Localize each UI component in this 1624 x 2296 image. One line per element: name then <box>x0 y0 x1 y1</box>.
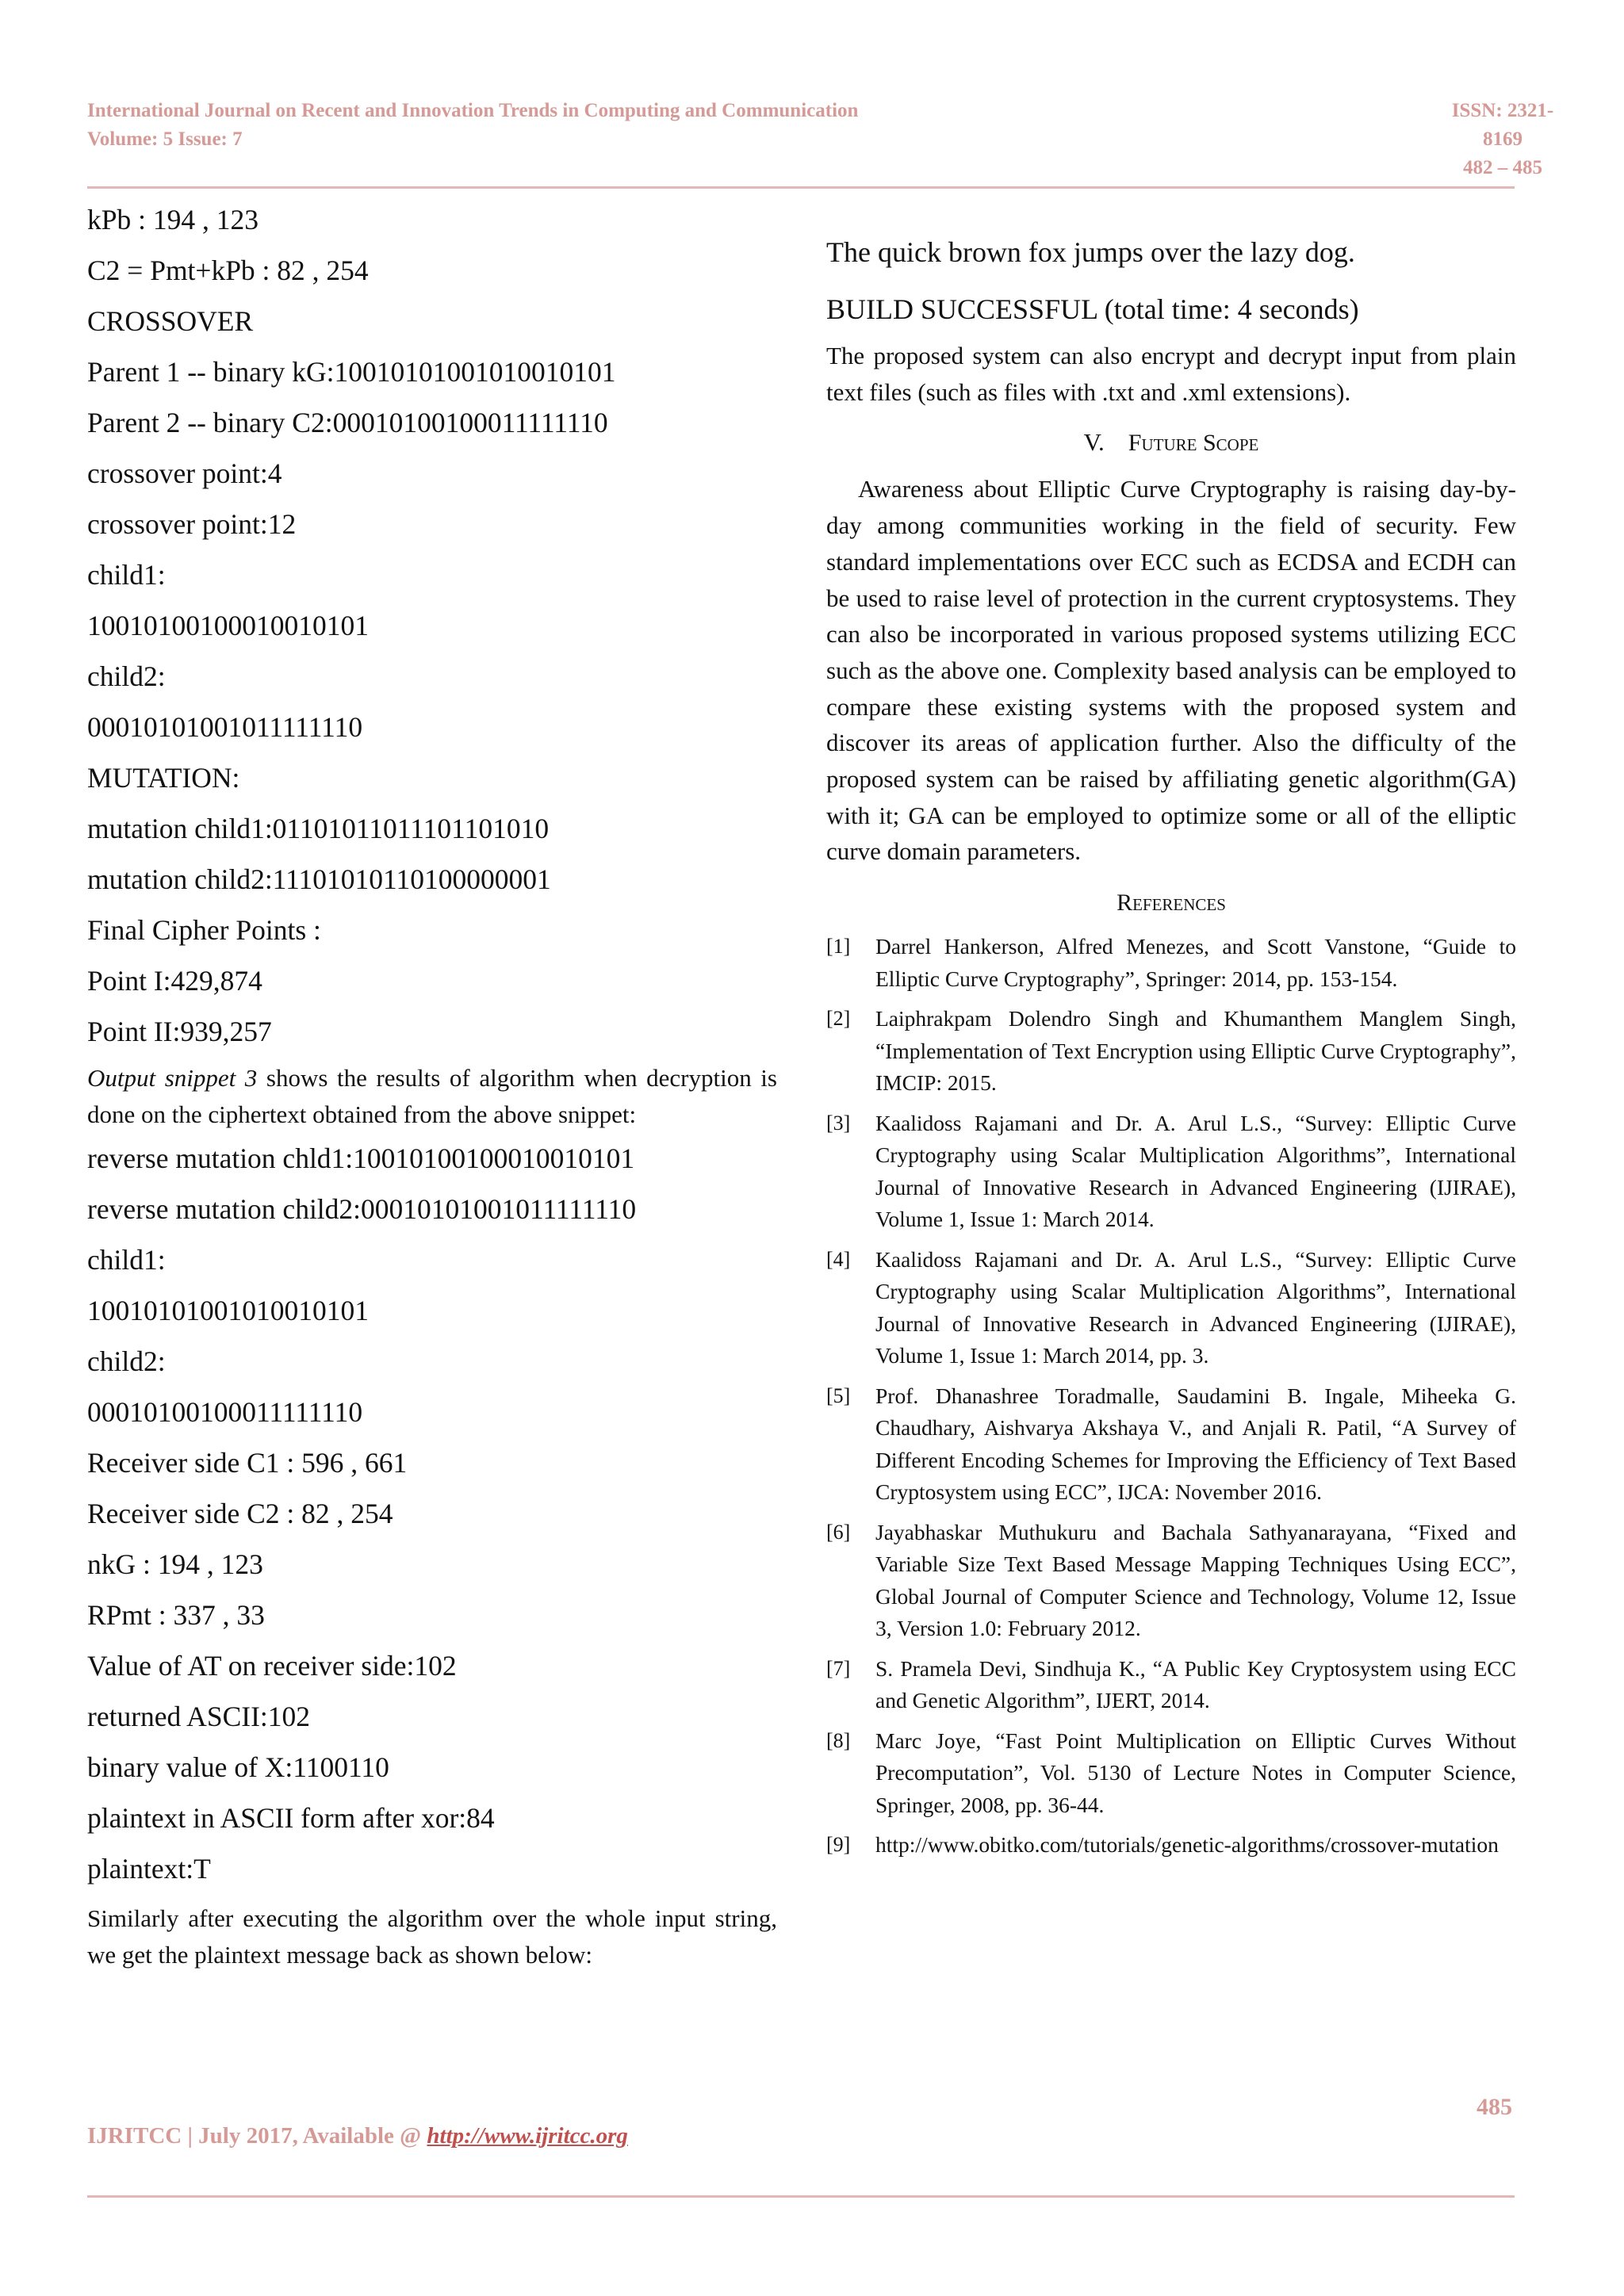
reference-text: http://www.obitko.com/tutorials/genetic-algorithms/crossover-mutation <box>875 1832 1499 1858</box>
output-line: CROSSOVER <box>87 305 254 337</box>
reference-text: Kaalidoss Rajamani and Dr. A. Arul L.S., “Survey: Elliptic Curve Cryptography using Scalar Multiplication Algorithms”, International Journal of Innovative Research in Advanced Engineering (IJIRAE), Volume 1, Issue 1: March 2014. <box>875 1110 1516 1232</box>
output-line: nkG : 194 , 123 <box>87 1548 263 1580</box>
references-heading <box>826 884 1516 921</box>
output-line: Point II:939,257 <box>87 1016 272 1047</box>
reference-text: Jayabhaskar Muthukuru and Bachala Sathyanarayana, “Fixed and Variable Size Text Based Message Mapping Techniques Using ECC”, Global Journal of Computer Science and Technology, Volume 12, Issue 3, Version 1.0: February 2012. <box>875 1519 1516 1641</box>
output-line: child2: <box>87 1345 166 1377</box>
reference-number: [8] <box>826 1728 851 1752</box>
reference-number: [3] <box>826 1111 851 1135</box>
output-line: crossover point:4 <box>87 457 282 489</box>
reference-number: [7] <box>826 1656 851 1680</box>
output-line: reverse mutation chld1:10010100100010010101 <box>87 1142 635 1174</box>
reference-text: Darrel Hankerson, Alfred Menezes, and Scott Vanstone, “Guide to Elliptic Curve Cryptography”, Springer: 2014, pp. 153-154. <box>875 934 1516 991</box>
output-block-decryption <box>87 1133 777 1894</box>
reference-item <box>826 1517 1516 1645</box>
footer-divider <box>87 2195 1515 2198</box>
snippet-description <box>87 1060 777 1133</box>
reference-text: S. Pramela Devi, Sindhuja K., “A Public Key Cryptosystem using ECC and Genetic Algorithm”, IJERT, 2014. <box>875 1655 1516 1713</box>
header-divider <box>87 186 1515 189</box>
left-column <box>87 194 777 1973</box>
reference-text: Prof. Dhanashree Toradmalle, Saudamini B. Ingale, Miheeka G. Chaudhary, Aishvarya Akshaya V., and Anjali R. Patil, “A Survey of Different Encoding Schemes for Improving the Efficiency of Text Based Cryptosystem using ECC”, IJCA: November 2016. <box>875 1383 1516 1505</box>
program-output-build: BUILD SUCCESSFUL (total time: 4 seconds) <box>826 293 1359 325</box>
output-line: plaintext:T <box>87 1853 211 1885</box>
output-line: MUTATION: <box>87 762 240 794</box>
reference-item <box>826 1829 1516 1862</box>
output-line: mutation child1:01101011011101101010 <box>87 813 550 844</box>
reference-number: [2] <box>826 1007 851 1031</box>
journal-name: International Journal on Recent and Innovation Trends in Computing and Communication <box>87 100 859 121</box>
output-line: reverse mutation child2:00010101001011111110 <box>87 1193 637 1225</box>
right-column <box>826 224 1516 1869</box>
output-line: child2: <box>87 660 166 692</box>
output-line: 10010100100010010101 <box>87 610 369 641</box>
reference-number: [9] <box>826 1833 851 1857</box>
snippet-reference: Output snippet 3 <box>87 1064 258 1092</box>
journal-website-link[interactable]: http://www.ijritcc.org <box>427 2123 628 2149</box>
running-header-left <box>87 97 858 154</box>
reference-text: Marc Joye, “Fast Point Multiplication on Elliptic Curves Without Precomputation”, Vol. 5130 of Lecture Notes in Computer Science, Springer, 2008, pp. 36-44. <box>875 1728 1516 1817</box>
reference-item <box>826 1725 1516 1822</box>
page-number: 485 <box>1477 2094 1512 2120</box>
output-line: returned ASCII:102 <box>87 1701 311 1732</box>
footer-text: IJRITCC | July 2017, Available @ <box>87 2123 427 2149</box>
running-header-right <box>1439 97 1566 182</box>
output-line: plaintext in ASCII form after xor:84 <box>87 1802 495 1834</box>
reference-text: Laiphrakpam Dolendro Singh and Khumanthem Manglem Singh, “Implementation of Text Encryption using Elliptic Curve Cryptography”, IMCIP: 2015. <box>875 1006 1516 1096</box>
output-line: 00010100100011111110 <box>87 1396 363 1428</box>
output-line: Receiver side C2 : 82 , 254 <box>87 1498 393 1529</box>
section-heading-future-scope <box>826 424 1516 461</box>
output-line: 00010101001011111110 <box>87 711 363 743</box>
reference-text: Kaalidoss Rajamani and Dr. A. Arul L.S., “Survey: Elliptic Curve Cryptography using Scalar Multiplication Algorithms”, International Journal of Innovative Research in Advanced Engineering (IJIRAE), Volume 1, Issue 1: March 2014, pp. 3. <box>875 1246 1516 1368</box>
section-number: V. <box>1083 428 1105 457</box>
reference-item <box>826 1244 1516 1372</box>
output-line: RPmt : 337 , 33 <box>87 1599 265 1631</box>
output-line: Parent 1 -- binary kG:10010101001010010101 <box>87 356 616 388</box>
output-line: mutation child2:11101010110100000001 <box>87 863 551 895</box>
output-line: crossover point:12 <box>87 508 297 540</box>
closing-paragraph: Similarly after executing the algorithm over the whole input string, we get the plaintext message back as shown below: <box>87 1904 777 1969</box>
file-support-paragraph: The proposed system can also encrypt and decrypt input from plain text files (such as files with .txt and .xml extensions). <box>826 342 1516 406</box>
reference-number: [4] <box>826 1247 851 1271</box>
reference-number: [6] <box>826 1520 851 1544</box>
output-line: Final Cipher Points : <box>87 914 321 946</box>
output-line: 10010101001010010101 <box>87 1295 369 1326</box>
section-title: Future Scope <box>1128 430 1259 457</box>
reference-item <box>826 1108 1516 1236</box>
references-title: References <box>1116 890 1226 916</box>
output-line: child1: <box>87 1244 166 1276</box>
output-line: binary value of X:1100110 <box>87 1751 389 1783</box>
output-line: Receiver side C1 : 596 , 661 <box>87 1447 408 1479</box>
page-range: 482 – 485 <box>1463 157 1542 178</box>
output-line: child1: <box>87 559 166 591</box>
program-output-plaintext: The quick brown fox jumps over the lazy dog. <box>826 236 1355 268</box>
output-block-encryption <box>87 194 777 1057</box>
output-line: Parent 2 -- binary C2:00010100100011111110 <box>87 407 608 438</box>
reference-item <box>826 931 1516 995</box>
reference-item <box>826 1003 1516 1100</box>
snippet-description-text: shows the results of algorithm when decryption is done on the ciphertext obtained from the above snippet: <box>87 1064 777 1128</box>
future-scope-paragraph: Awareness about Elliptic Curve Cryptography is raising day-by-day among communities working in the field of security. Few standard implementations over ECC such as ECDSA and ECDH can be used to raise level of protection in the current cryptosystems. They can also be incorporated in various proposed systems utilizing ECC such as the above one. Complexity based analysis can be employed to compare these existing systems with the proposed system and discover its areas of application further. Also the difficulty of the proposed system can be raised by affiliating genetic algorithm(GA) with it; GA can be employed to optimize some or all of the elliptic curve domain parameters. <box>826 475 1516 866</box>
reference-item <box>826 1653 1516 1717</box>
output-line: C2 = Pmt+kPb : 82 , 254 <box>87 254 369 286</box>
reference-number: [1] <box>826 935 851 959</box>
reference-number: [5] <box>826 1383 851 1407</box>
volume-issue: Volume: 5 Issue: 7 <box>87 128 243 150</box>
output-line: Value of AT on receiver side:102 <box>87 1650 457 1682</box>
output-line: kPb : 194 , 123 <box>87 204 259 235</box>
footer <box>87 2123 628 2149</box>
reference-item <box>826 1380 1516 1509</box>
issn: ISSN: 2321-8169 <box>1451 100 1554 150</box>
output-line: Point I:429,874 <box>87 965 262 997</box>
reference-list <box>826 931 1516 1862</box>
